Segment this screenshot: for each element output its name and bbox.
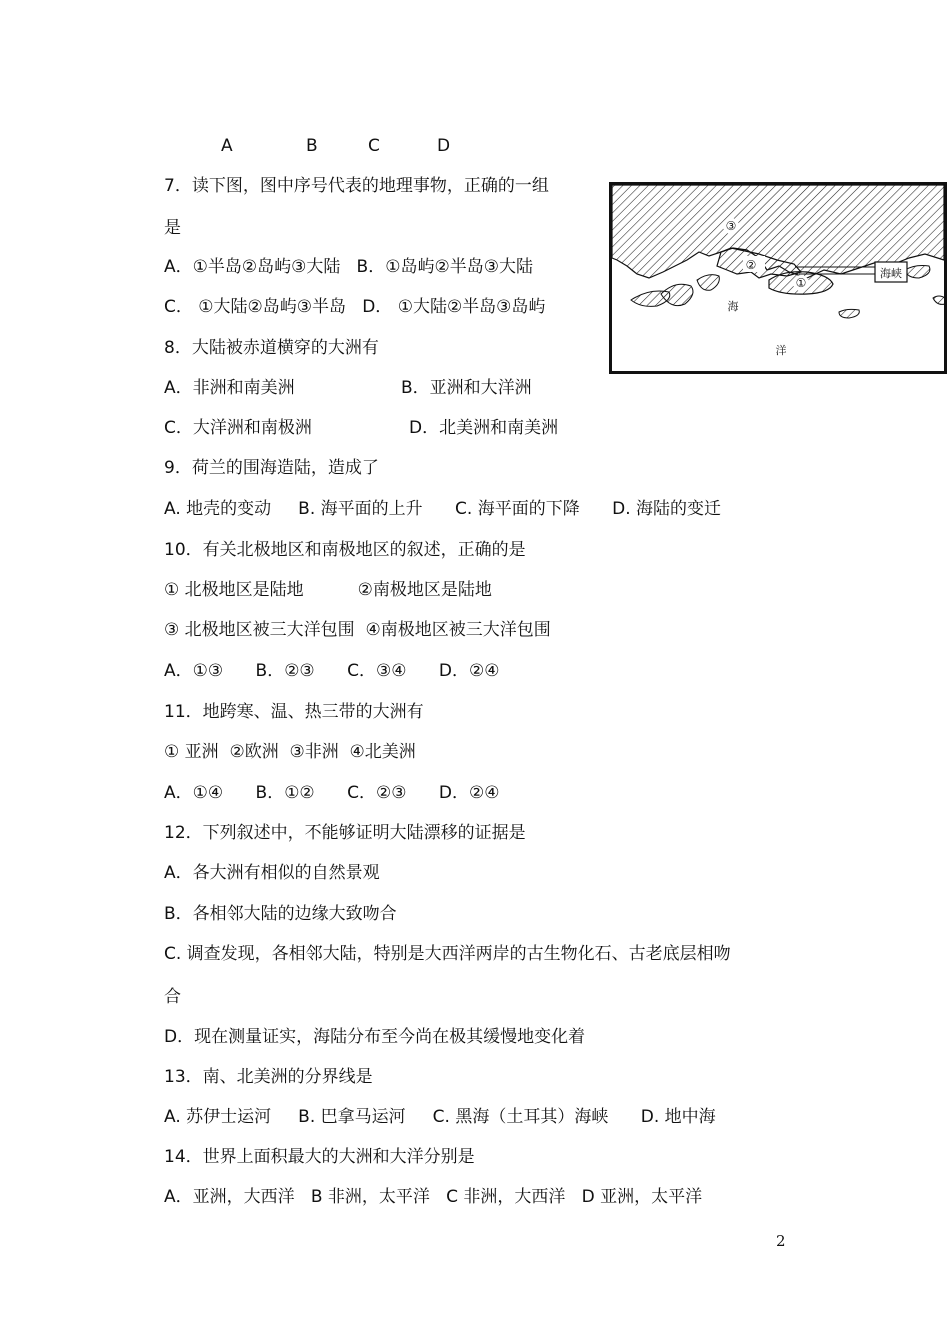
q10-item-1: ① 北极地区是陆地 ②南极地区是陆地 [164, 580, 492, 600]
q8-option-b: B．亚洲和大洋洲 [401, 378, 532, 398]
q12-option-c-line1: C. 调查发现，各相邻大陆，特别是大西洋两岸的古生物化石、古老底层相吻 [164, 944, 731, 964]
map-sea-label: 海 [727, 300, 739, 313]
q12-option-c-line2: 合 [164, 987, 181, 1007]
q13-options: A. 苏伊士运河 B. 巴拿马运河 C. 黑海（土耳其）海峡 D. 地中海 [164, 1107, 716, 1127]
q11-stem: 11．地跨寒、温、热三带的大洲有 [164, 702, 424, 722]
q6-choice-c: C [368, 136, 380, 156]
map-label-3: ③ [725, 219, 737, 233]
q10-item-2: ③ 北极地区被三大洋包围 ④南极地区被三大洋包围 [164, 620, 551, 640]
q14-options: A．亚洲，大西洋 B 非洲，太平洋 C 非洲，大西洋 D 亚洲，太平洋 [164, 1187, 703, 1207]
q8-option-c: C．大洋洲和南极洲 [164, 418, 312, 438]
q10-options: A．①③ B．②③ C．③④ D．②④ [164, 661, 500, 681]
q8-stem: 8．大陆被赤道横穿的大洲有 [164, 338, 379, 358]
q8-option-a: A．非洲和南美洲 [164, 378, 295, 398]
q11-options: A．①④ B．①② C．②③ D．②④ [164, 783, 500, 803]
q12-stem: 12．下列叙述中，不能够证明大陆漂移的证据是 [164, 823, 526, 843]
q10-stem: 10．有关北极地区和南极地区的叙述，正确的是 [164, 540, 526, 560]
q11-items: ① 亚洲 ②欧洲 ③非洲 ④北美洲 [164, 742, 416, 762]
strait-label: 海峡 [880, 267, 902, 280]
q7-stem-line2: 是 [164, 218, 181, 238]
q9-options: A. 地壳的变动 B. 海平面的上升 C. 海平面的下降 D. 海陆的变迁 [164, 499, 722, 519]
q12-option-d: D．现在测量证实，海陆分布至今尚在极其缓慢地变化着 [164, 1027, 586, 1047]
q12-option-a: A．各大洲有相似的自然景观 [164, 863, 380, 883]
strait-map-figure [609, 182, 947, 374]
q12-option-b: B．各相邻大陆的边缘大致吻合 [164, 904, 397, 924]
q6-choice-a: A [221, 136, 233, 156]
q7-options-ab: A．①半岛②岛屿③大陆 B．①岛屿②半岛③大陆 [164, 257, 533, 277]
map-label-2: ② [745, 258, 757, 272]
q14-stem: 14．世界上面积最大的大洲和大洋分别是 [164, 1147, 475, 1167]
q7-options-cd: C． ①大陆②岛屿③半岛 D． ①大陆②半岛③岛屿 [164, 297, 546, 317]
q13-stem: 13．南、北美洲的分界线是 [164, 1067, 373, 1087]
map-label-1: ① [795, 276, 807, 290]
page-number: 2 [776, 1232, 786, 1250]
q8-option-d: D．北美洲和南美洲 [409, 418, 559, 438]
q9-stem: 9．荷兰的围海造陆，造成了 [164, 458, 379, 478]
q6-choice-d: D [437, 136, 451, 156]
map-ocean-label: 洋 [775, 344, 787, 357]
q7-stem-line1: 7．读下图，图中序号代表的地理事物，正确的一组 [164, 176, 549, 196]
q6-choice-b: B [306, 136, 318, 156]
